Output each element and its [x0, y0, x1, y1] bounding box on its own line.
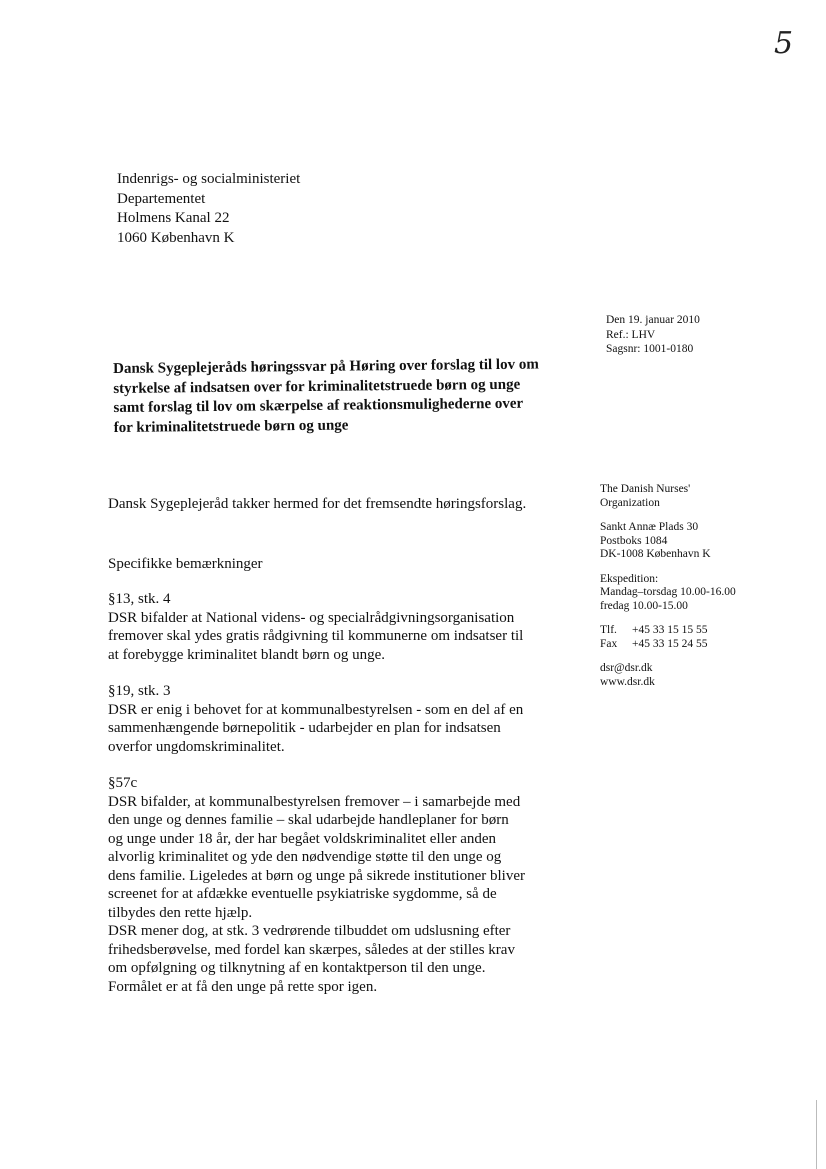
opening-hours — [600, 573, 736, 614]
hours-line: fredag 10.00-15.00 — [600, 599, 688, 612]
section-line: dens familie. Ligeledes at børn og unge på sikrede institutioner bliver — [108, 867, 525, 884]
case-number: Sagsnr: 1001-0180 — [606, 343, 694, 355]
section-line: screenet for at afdække eventuelle psykiatriske sygdomme, så de — [108, 886, 497, 902]
address-line: 1060 København K — [117, 229, 235, 246]
page-number: 5 — [774, 26, 794, 61]
section-13 — [108, 590, 578, 664]
organization-address — [600, 521, 736, 562]
section-line: sammenhængende børnepolitik - udarbejder en plan for indsatsen — [108, 720, 501, 736]
scan-edge-line — [816, 1100, 817, 1169]
section-line: om opfølgning og tilknytning af en kontaktperson til den unge. — [108, 960, 486, 976]
letter-ref: Ref.: LHV — [606, 328, 656, 341]
section-19 — [108, 682, 578, 756]
organization-name — [600, 483, 736, 510]
subject-line: for kriminalitetstruede børn og unge — [113, 417, 349, 436]
section-line: og unge under 18 år, der har begået voldskriminalitet eller anden — [108, 830, 497, 847]
organization-info — [600, 483, 736, 700]
section-line: overfor ungdomskriminalitet. — [108, 738, 285, 755]
section-line: alvorlig kriminalitet og yde den nødvendige støtte til den unge og — [108, 849, 502, 865]
letter-meta — [606, 313, 700, 357]
fax-row — [600, 638, 736, 652]
section-line: tilbydes den rette hjælp. — [108, 904, 253, 921]
org-address-line: Sankt Annæ Plads 30 — [600, 521, 699, 533]
section-line: DSR bifalder, at kommunalbestyrelsen fremover – i samarbejde med — [108, 793, 521, 810]
specific-remarks-heading: Specifikke bemærkninger — [108, 555, 263, 572]
fax-label: Fax — [600, 637, 618, 650]
email-address: dsr@dsr.dk — [600, 662, 653, 674]
phone-number: +45 33 15 15 55 — [632, 624, 708, 636]
section-line: fremover skal ydes gratis rådgivning til kommunerne om indsatser til — [108, 628, 524, 644]
fax-number: +45 33 15 24 55 — [632, 637, 708, 650]
section-heading: §57c — [108, 775, 138, 791]
org-name-line: Organization — [600, 496, 660, 509]
website: www.dsr.dk — [600, 675, 655, 688]
org-address-line: Postboks 1084 — [600, 534, 668, 547]
hours-line: Ekspedition: — [600, 572, 659, 585]
section-line: DSR mener dog, at stk. 3 vedrørende tilbuddet om udslusning efter — [108, 923, 511, 939]
letter-date: Den 19. januar 2010 — [606, 314, 700, 326]
intro-paragraph: Dansk Sygeplejeråd takker hermed for det fremsendte høringsforslag. — [108, 496, 527, 512]
hours-line: Mandag–torsdag 10.00-16.00 — [600, 586, 736, 598]
section-line: at forebygge kriminalitet blandt børn og unge. — [108, 646, 386, 663]
section-57c — [108, 774, 578, 996]
phone-label: Tlf. — [600, 624, 617, 636]
section-heading: §19, stk. 3 — [108, 683, 171, 699]
address-line: Indenrigs- og socialministeriet — [117, 171, 301, 187]
section-line: Formålet er at få den unge på rette spor igen. — [108, 978, 378, 995]
section-heading: §13, stk. 4 — [108, 591, 171, 607]
section-line: frihedsberøvelse, med fordel kan skærpes, således at der stilles krav — [108, 941, 515, 958]
subject-line: samt forslag til lov om skærpelse af reaktionsmulighederne over — [113, 395, 524, 416]
recipient-address — [117, 170, 300, 248]
phone-row — [600, 624, 736, 638]
section-line: den unge og dennes familie – skal udarbejde handleplaner for børn — [108, 812, 509, 828]
org-name-line: The Danish Nurses' — [600, 483, 691, 495]
contact-numbers — [600, 624, 736, 651]
section-line: DSR bifalder at National videns- og specialrådgivningsorganisation — [108, 609, 515, 626]
subject-line: Dansk Sygeplejeråds høringssvar på Høring over forslag til lov om — [113, 356, 539, 377]
address-line: Departementet — [117, 190, 206, 207]
org-address-line: DK-1008 København K — [600, 548, 711, 560]
address-line: Holmens Kanal 22 — [117, 210, 230, 226]
subject-heading — [113, 355, 584, 438]
online-contact — [600, 662, 736, 689]
section-line: DSR er enig i behovet for at kommunalbestyrelsen - som en del af en — [108, 701, 524, 718]
letter-body — [108, 495, 578, 1014]
subject-line: styrkelse af indsatsen over for kriminalitetstruede børn og unge — [113, 376, 521, 397]
